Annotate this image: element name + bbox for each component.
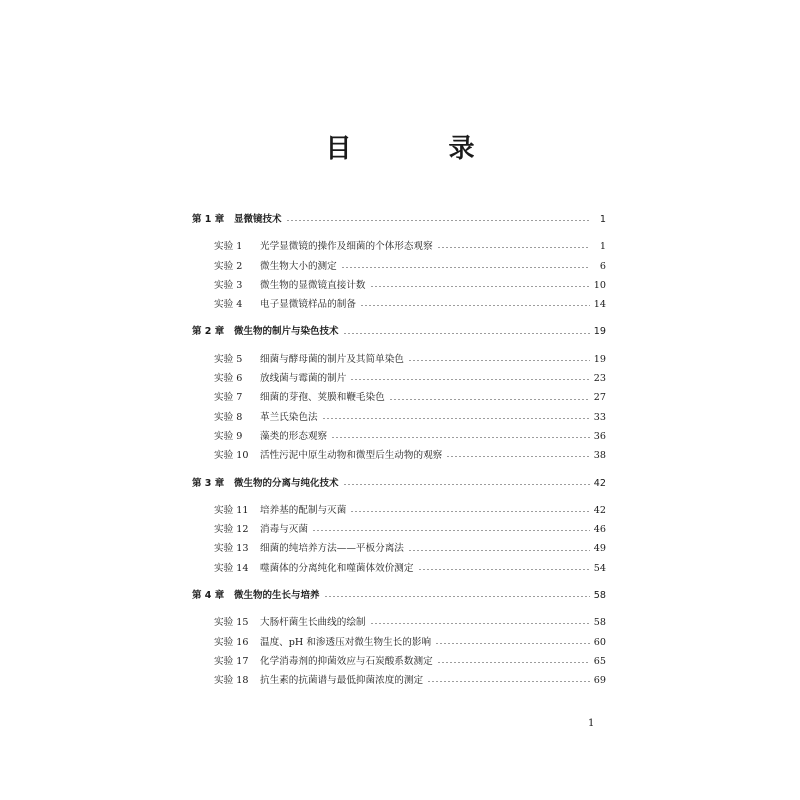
toc-experiment-entry[interactable] bbox=[192, 276, 606, 295]
leader-dots bbox=[286, 220, 590, 221]
chapter-label bbox=[192, 322, 339, 341]
leader-dots bbox=[370, 623, 590, 624]
experiment-page: 6 bbox=[599, 260, 606, 272]
chapter-title: 微生物的制片与染色技术 bbox=[234, 326, 339, 338]
chapter-number: 第 2 章 bbox=[192, 326, 225, 338]
toc-experiment-entry[interactable] bbox=[192, 237, 606, 256]
chapter-label bbox=[192, 586, 320, 605]
experiment-title: 培养基的配制与灭菌 bbox=[260, 504, 347, 516]
leader-dots bbox=[343, 333, 590, 334]
toc-experiment-entry[interactable] bbox=[192, 350, 606, 369]
experiment-label bbox=[214, 388, 385, 407]
experiment-page: 60 bbox=[593, 636, 606, 648]
experiment-label bbox=[214, 520, 308, 539]
chapter-number: 第 4 章 bbox=[192, 590, 225, 602]
experiment-label bbox=[214, 350, 404, 369]
experiment-page: 65 bbox=[593, 655, 606, 667]
experiment-page: 46 bbox=[593, 524, 606, 536]
chapter-title: 微生物的分离与纯化技术 bbox=[234, 477, 339, 489]
experiment-title: 活性污泥中原生动物和微型后生动物的观察 bbox=[260, 450, 443, 462]
experiment-number: 实验 15 bbox=[214, 617, 249, 629]
experiment-page: 10 bbox=[593, 279, 606, 291]
experiment-label bbox=[214, 446, 442, 465]
experiment-page: 1 bbox=[599, 241, 606, 253]
experiment-page: 23 bbox=[593, 373, 606, 385]
experiment-label bbox=[214, 237, 433, 256]
experiment-label bbox=[214, 408, 318, 427]
experiment-title: 噬菌体的分离纯化和噬菌体效价测定 bbox=[260, 562, 414, 574]
toc-experiment-entry[interactable] bbox=[192, 539, 606, 558]
experiment-number: 实验 18 bbox=[214, 675, 249, 687]
toc-experiment-entry[interactable] bbox=[192, 388, 606, 407]
experiment-number: 实验 5 bbox=[214, 353, 243, 365]
experiment-page: 27 bbox=[593, 392, 606, 404]
experiment-title: 消毒与灭菌 bbox=[260, 524, 308, 536]
chapter-title: 微生物的生长与培养 bbox=[234, 590, 320, 602]
leader-dots bbox=[446, 456, 590, 457]
toc-experiment-entry[interactable] bbox=[192, 257, 606, 276]
page-title: 目 录 bbox=[325, 134, 519, 164]
leader-dots bbox=[322, 418, 590, 419]
chapter-gap bbox=[192, 493, 606, 501]
toc-experiment-entry[interactable] bbox=[192, 369, 606, 388]
experiment-number: 实验 3 bbox=[214, 279, 243, 291]
experiment-page: 33 bbox=[593, 411, 606, 423]
leader-dots bbox=[408, 360, 590, 361]
chapter-label bbox=[192, 210, 282, 229]
leader-dots bbox=[437, 247, 590, 248]
toc-experiment-entry[interactable] bbox=[192, 559, 606, 578]
chapter-page: 19 bbox=[593, 326, 606, 338]
experiment-page: 69 bbox=[593, 675, 606, 687]
experiment-title: 化学消毒剂的抑菌效应与石炭酸系数测定 bbox=[260, 655, 433, 667]
experiment-number: 实验 10 bbox=[214, 450, 249, 462]
chapter-gap bbox=[192, 466, 606, 474]
leader-dots bbox=[435, 643, 590, 644]
chapter-page: 58 bbox=[593, 590, 606, 602]
experiment-label bbox=[214, 295, 356, 314]
experiment-label bbox=[214, 671, 423, 690]
chapter-label bbox=[192, 474, 339, 493]
toc-chapter-entry[interactable] bbox=[192, 322, 606, 341]
leader-dots bbox=[331, 437, 590, 438]
experiment-title: 细菌的芽孢、荚膜和鞭毛染色 bbox=[260, 392, 385, 404]
leader-dots bbox=[437, 662, 590, 663]
toc-experiment-entry[interactable] bbox=[192, 295, 606, 314]
experiment-number: 实验 6 bbox=[214, 373, 243, 385]
toc-experiment-entry[interactable] bbox=[192, 501, 606, 520]
experiment-number: 实验 7 bbox=[214, 392, 243, 404]
toc-chapter-entry[interactable] bbox=[192, 586, 606, 605]
leader-dots bbox=[418, 569, 590, 570]
experiment-label bbox=[214, 501, 346, 520]
leader-dots bbox=[408, 550, 590, 551]
experiment-label bbox=[214, 539, 404, 558]
experiment-number: 实验 4 bbox=[214, 299, 243, 311]
table-of-contents bbox=[192, 210, 606, 691]
experiment-title: 微生物的显微镜直接计数 bbox=[260, 279, 366, 291]
experiment-title: 微生物大小的测定 bbox=[260, 260, 337, 272]
leader-dots bbox=[312, 530, 590, 531]
toc-experiment-entry[interactable] bbox=[192, 671, 606, 690]
chapter-title: 显微镜技术 bbox=[234, 214, 282, 225]
experiment-label bbox=[214, 276, 366, 295]
leader-dots bbox=[427, 681, 590, 682]
experiment-title: 细菌的纯培养方法——平板分离法 bbox=[260, 543, 404, 555]
experiment-page: 19 bbox=[593, 353, 606, 365]
chapter-number: 第 1 章 bbox=[192, 214, 225, 225]
toc-experiment-entry[interactable] bbox=[192, 652, 606, 671]
experiment-title: 抗生素的抗菌谱与最低抑菌浓度的测定 bbox=[260, 675, 424, 687]
toc-experiment-entry[interactable] bbox=[192, 520, 606, 539]
experiment-label bbox=[214, 369, 346, 388]
experiment-label bbox=[214, 427, 327, 446]
experiment-number: 实验 13 bbox=[214, 543, 249, 555]
experiment-label bbox=[214, 613, 366, 632]
experiment-number: 实验 2 bbox=[214, 260, 243, 272]
experiment-page: 38 bbox=[593, 450, 606, 462]
experiment-number: 实验 14 bbox=[214, 562, 249, 574]
experiment-title: 革兰氏染色法 bbox=[260, 411, 318, 423]
experiment-page: 49 bbox=[593, 543, 606, 555]
chapter-page: 42 bbox=[593, 477, 606, 489]
experiment-number: 实验 1 bbox=[214, 241, 243, 253]
experiment-label bbox=[214, 633, 431, 652]
experiment-number: 实验 16 bbox=[214, 636, 249, 648]
leader-dots bbox=[341, 267, 590, 268]
leader-dots bbox=[370, 286, 590, 287]
chapter-number: 第 3 章 bbox=[192, 477, 225, 489]
toc-experiment-entry[interactable] bbox=[192, 408, 606, 427]
leader-dots bbox=[343, 484, 590, 485]
leader-dots bbox=[350, 511, 589, 512]
experiment-number: 实验 17 bbox=[214, 655, 249, 667]
leader-dots bbox=[324, 596, 590, 597]
experiment-title: 放线菌与霉菌的制片 bbox=[260, 373, 347, 385]
experiment-number: 实验 8 bbox=[214, 411, 243, 423]
toc-experiment-entry[interactable] bbox=[192, 446, 606, 465]
experiment-number: 实验 11 bbox=[214, 504, 249, 516]
experiment-title: 大肠杆菌生长曲线的绘制 bbox=[260, 617, 366, 629]
leader-dots bbox=[389, 399, 590, 400]
experiment-title: 光学显微镜的操作及细菌的个体形态观察 bbox=[260, 241, 433, 253]
experiment-number: 实验 12 bbox=[214, 524, 249, 536]
experiment-title: 藻类的形态观察 bbox=[260, 430, 328, 442]
leader-dots bbox=[360, 305, 590, 306]
toc-chapter-entry[interactable] bbox=[192, 210, 606, 229]
page-number: 1 bbox=[588, 718, 595, 729]
chapter-gap bbox=[192, 605, 606, 613]
toc-experiment-entry[interactable] bbox=[192, 633, 606, 652]
toc-chapter-entry[interactable] bbox=[192, 474, 606, 493]
experiment-label bbox=[214, 652, 433, 671]
experiment-page: 36 bbox=[593, 430, 606, 442]
chapter-gap bbox=[192, 578, 606, 586]
experiment-label bbox=[214, 559, 414, 578]
chapter-gap bbox=[192, 342, 606, 350]
experiment-label bbox=[214, 257, 337, 276]
experiment-title: 细菌与酵母菌的制片及其简单染色 bbox=[260, 353, 404, 365]
leader-dots bbox=[350, 379, 589, 380]
experiment-number: 实验 9 bbox=[214, 430, 243, 442]
toc-experiment-entry[interactable] bbox=[192, 613, 606, 632]
experiment-title: 电子显微镜样品的制备 bbox=[260, 299, 356, 311]
experiment-title: 温度、pH 和渗透压对微生物生长的影响 bbox=[260, 636, 432, 648]
chapter-page: 1 bbox=[599, 214, 606, 225]
experiment-page: 54 bbox=[593, 562, 606, 574]
experiment-page: 14 bbox=[593, 299, 606, 311]
experiment-page: 58 bbox=[593, 617, 606, 629]
chapter-gap bbox=[192, 314, 606, 322]
experiment-page: 42 bbox=[593, 504, 606, 516]
toc-experiment-entry[interactable] bbox=[192, 427, 606, 446]
chapter-gap bbox=[192, 229, 606, 237]
